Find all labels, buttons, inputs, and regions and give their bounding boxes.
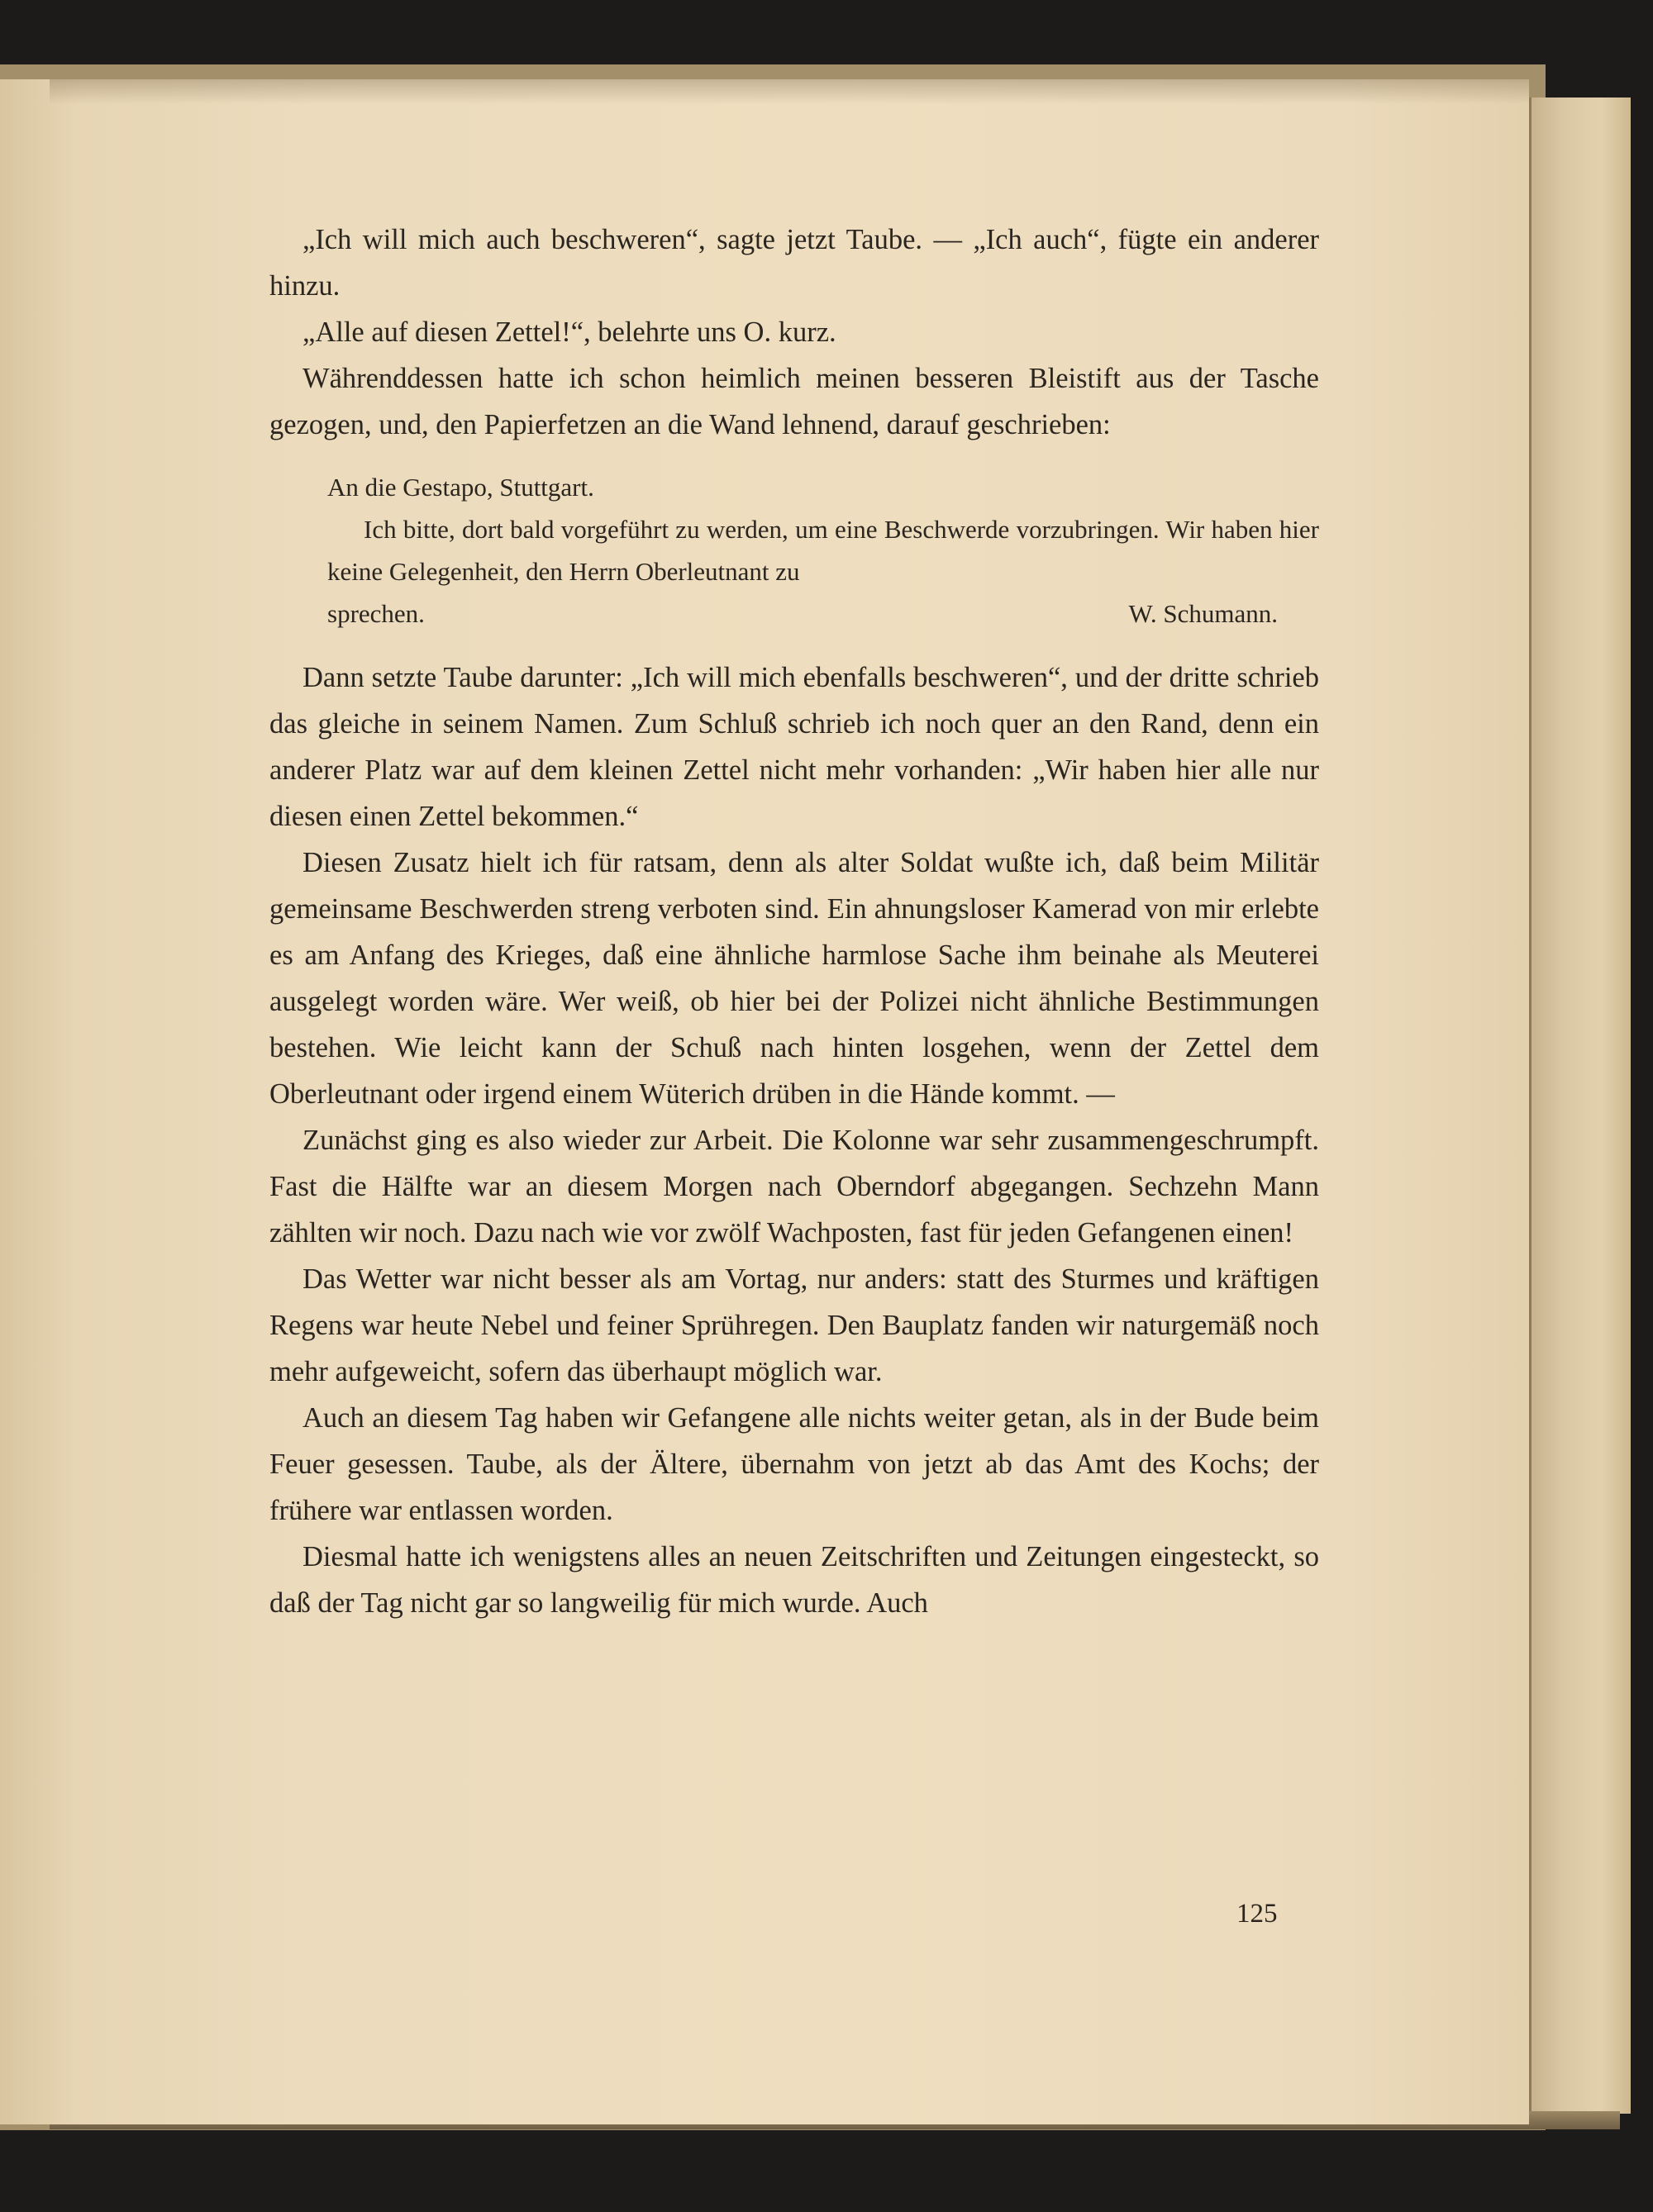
letter-signature: W. Schumann. xyxy=(1128,599,1278,628)
page-number: 125 xyxy=(1236,1899,1278,1929)
paragraph-1: „Ich will mich auch beschweren“, sagte jetzt Taube. — „Ich auch“, fügte ein anderer hinzu. xyxy=(269,224,1319,302)
paragraph-7: Das Wetter war nicht besser als am Vortag, nur anders: statt des Sturmes und kräftigen Regens war heute Nebel und feiner Sprühregen. Den Bauplatz fanden wir naturgemäß noch mehr aufgeweicht, sofern das überhaupt möglich war. xyxy=(269,1263,1319,1387)
paragraph-6: Zunächst ging es also wieder zur Arbeit. Die Kolonne war sehr zusammengeschrumpft. Fast die Hälfte war an diesem Morgen nach Oberndorf abgegangen. Sechzehn Mann zählten wir noch. Dazu nach wie vor zwölf Wachposten, fast für jeden Gefangenen einen! xyxy=(269,1125,1319,1249)
paragraph-8: Auch an diesem Tag haben wir Gefangene alle nichts weiter getan, als in der Bude beim Feuer gesessen. Taube, als der Ältere, übernahm von jetzt ab das Amt des Kochs; der frühere war entlassen worden. xyxy=(269,1402,1319,1526)
paragraph-5: Diesen Zusatz hielt ich für ratsam, denn als alter Soldat wußte ich, daß beim Militär gemeinsame Beschwerden streng verboten sind. Ein ahnungsloser Kamerad von mir erlebte es am Anfang des Krieges, daß eine ähnliche harmlose Sache ihm beinahe als Meuterei ausgelegt worden wäre. Wer weiß, ob hier bei der Polizei nicht ähnliche Bestimmungen bestehen. Wie leicht kann der Schuß nach hinten losgehen, wenn der Zettel dem Oberleutnant oder irgend einem Wüterich drüben in die Hände kommt. — xyxy=(269,847,1319,1110)
letter-last-line: sprechen. xyxy=(327,599,425,628)
quoted-letter xyxy=(327,466,1319,635)
spine-gutter xyxy=(0,79,74,2124)
letter-body: Ich bitte, dort bald vorgeführt zu werden, um eine Beschwerde vorzubringen. Wir haben hier keine Gelegenheit, den Herrn Oberleutnant zu xyxy=(327,515,1319,586)
paragraph-2: „Alle auf diesen Zettel!“, belehrte uns O. kurz. xyxy=(302,316,836,348)
paragraph-3: Währenddessen hatte ich schon heimlich meinen besseren Bleistift aus der Tasche gezogen, und, den Papierfetzen an die Wand lehnend, darauf geschrieben: xyxy=(269,363,1319,440)
page-text xyxy=(269,216,1319,1626)
paragraph-4: Dann setzte Taube darunter: „Ich will mich ebenfalls beschweren“, und der dritte schrieb das gleiche in seinem Namen. Zum Schluß schrieb ich noch quer an den Rand, denn ein anderer Platz war auf dem kleinen Zettel nicht mehr vorhanden: „Wir haben hier alle nur diesen einen Zettel bekommen.“ xyxy=(269,662,1319,832)
page-stack-edge xyxy=(1529,98,1631,2114)
paragraph-9: Diesmal hatte ich wenigstens alles an neuen Zeitschriften und Zeitungen eingesteckt, so daß der Tag nicht gar so langweilig für mich wurde. Auch xyxy=(269,1541,1319,1619)
page-top-shadow xyxy=(50,79,1529,104)
letter-salutation: An die Gestapo, Stuttgart. xyxy=(327,473,594,502)
letter-closing xyxy=(327,592,1319,635)
